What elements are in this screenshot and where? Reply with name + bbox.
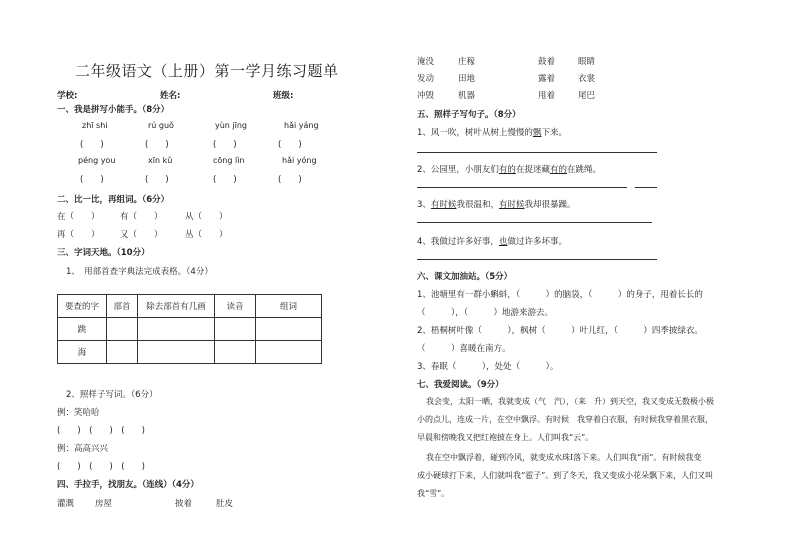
section-3-heading: 三、字词天地。（10分）	[57, 248, 150, 258]
table-cell[interactable]	[215, 341, 256, 364]
match-word[interactable]: 眼睛	[578, 57, 596, 67]
question-3-1: 1、 用部首查字典法完成表格。（4分）	[66, 267, 213, 277]
table-cell[interactable]	[107, 318, 138, 341]
example-1: 例：笑哈哈	[57, 408, 100, 418]
match-word[interactable]: 冲毁	[417, 91, 435, 101]
pinyin-6: xīn kǔ	[148, 156, 173, 165]
answer-blank[interactable]: ( )	[80, 175, 104, 185]
sentence-4	[417, 235, 567, 247]
sentence-text: 做过许多坏事。	[507, 237, 567, 247]
match-word[interactable]: 庄稼	[458, 57, 476, 67]
compare-word[interactable]: 又（ ）	[120, 230, 163, 240]
sentence-2	[417, 163, 601, 175]
answer-line[interactable]	[417, 152, 657, 153]
sentence-3	[417, 198, 575, 210]
reading-line: 早晨和傍晚我又把红袍披在身上。人们叫我“云”。	[417, 433, 594, 442]
compare-word[interactable]: 再（ ）	[57, 230, 100, 240]
match-word[interactable]: 衣裳	[578, 74, 596, 84]
table-header-row	[58, 295, 322, 318]
sentence-text: 1、风一吹，树叶从树上慢慢的	[417, 128, 533, 138]
pinyin-4: hǎi yáng	[284, 121, 319, 130]
match-word[interactable]: 淹没	[417, 57, 435, 67]
answer-line[interactable]	[417, 259, 657, 260]
sentence-text: 下来。	[541, 128, 567, 138]
reading-line: 我在空中飘浮着，碰到冷风，就变成水珠Ⅰ落下来。人们叫我“雨”。有时候我变	[426, 453, 702, 462]
match-word[interactable]: 甩着	[538, 91, 556, 101]
match-word[interactable]: 房屋	[95, 499, 113, 509]
class-label: 班级:	[273, 91, 294, 101]
pinyin-7: cōng lìn	[213, 156, 245, 165]
answer-blank[interactable]: ( )	[145, 175, 169, 185]
table-header: 读音	[215, 295, 256, 318]
section-7-heading: 七、我爱阅读。（9分）	[417, 380, 504, 390]
section-2-heading: 二、比一比，再组词。（6分）	[57, 195, 170, 205]
table-cell[interactable]	[256, 318, 322, 341]
reading-line: 我会变，太阳一晒，我就变成（气 汽），（来 升）到天空，我又变成无数极小极	[426, 397, 714, 406]
answer-blank[interactable]: ( )	[80, 140, 104, 150]
school-label: 学校:	[57, 91, 78, 101]
match-word[interactable]: 灌溉	[57, 499, 75, 509]
section-4-heading: 四、手拉手，找朋友。（连线）（4分）	[57, 480, 199, 490]
answer-line[interactable]	[417, 187, 627, 188]
example-1-blanks[interactable]: ( ) ( ) ( )	[57, 426, 145, 436]
pinyin-1: zhī shi	[82, 121, 108, 130]
match-word[interactable]: 露着	[538, 74, 556, 84]
table-cell[interactable]	[215, 318, 256, 341]
compare-word[interactable]: 从（ ）	[185, 212, 228, 222]
table-header: 组词	[256, 295, 322, 318]
table-header: 要查的字	[58, 295, 107, 318]
page-title: 二年级语文（上册）第一学月练习题单	[75, 62, 339, 80]
pinyin-3: yùn jīng	[215, 121, 248, 130]
fill-line[interactable]: 1、池塘里有一群小蝌蚪，（ ）的脑袋，（ ）的身子，甩着长长的	[417, 290, 703, 300]
compare-word[interactable]: 在（ ）	[57, 212, 100, 222]
match-word[interactable]: 机器	[458, 91, 476, 101]
fill-line[interactable]: （ ）喜暖在南方。	[417, 344, 511, 354]
table-cell[interactable]	[138, 318, 215, 341]
underlined-word: 有时候	[498, 200, 525, 210]
underlined-word: 有的	[498, 165, 516, 175]
match-word[interactable]: 肚皮	[216, 499, 234, 509]
match-word[interactable]: 鼓着	[538, 57, 556, 67]
sentence-text: 3、	[417, 200, 431, 210]
reading-line: 我“雪”。	[417, 489, 450, 498]
answer-blank[interactable]: ( )	[213, 175, 237, 185]
answer-blank[interactable]: ( )	[213, 140, 237, 150]
table-cell: 跳	[58, 318, 107, 341]
answer-line[interactable]	[635, 187, 657, 188]
table-cell[interactable]	[107, 341, 138, 364]
match-word[interactable]: 田地	[458, 74, 476, 84]
fill-line[interactable]: 3、春眠（ ），处处（ ）。	[417, 362, 559, 372]
answer-blank[interactable]: ( )	[278, 175, 302, 185]
radical-table	[57, 294, 322, 364]
table-header: 除去部首有几画	[138, 295, 215, 318]
pinyin-2: rú guǒ	[148, 121, 174, 130]
reading-line: 成小硬球打下来，人们就叫我“雹子”。到了冬天，我又变成小花朵飘下来，人们又叫	[417, 471, 714, 480]
fill-line[interactable]: （ ），（ ）地游来游去。	[417, 308, 554, 318]
match-word[interactable]: 尾巴	[578, 91, 596, 101]
match-word[interactable]: 披着	[175, 499, 193, 509]
example-2: 例：高高兴兴	[57, 444, 109, 454]
sentence-text: 在捉迷藏	[515, 165, 550, 175]
fill-line[interactable]: 2、梧桐树叶像（ ），枫树（ ）叶儿红，（ ）四季披绿衣。	[417, 326, 703, 336]
section-6-heading: 六、课文加油站。（5分）	[417, 272, 513, 282]
table-row	[58, 341, 322, 364]
underlined-word: 有时候	[430, 200, 457, 210]
question-3-2: 2、照样子写词。（6分）	[66, 390, 158, 400]
answer-line[interactable]	[417, 222, 652, 223]
sentence-text: 2、公园里，小朋友们	[417, 165, 499, 175]
table-header: 部首	[107, 295, 138, 318]
name-label: 姓名:	[160, 91, 181, 101]
pinyin-5: péng you	[78, 156, 116, 165]
section-1-heading: 一、我是拼写小能手。（8分）	[57, 105, 170, 115]
compare-word[interactable]: 有（ ）	[120, 212, 163, 222]
table-cell: 海	[58, 341, 107, 364]
compare-word[interactable]: 丛（ ）	[185, 230, 228, 240]
sentence-1	[417, 126, 567, 138]
sentence-text: 我很温和，	[456, 200, 499, 210]
table-row	[58, 318, 322, 341]
answer-blank[interactable]: ( )	[145, 140, 169, 150]
underlined-word: 有的	[549, 165, 567, 175]
reading-line: 小的点儿，连成一片，在空中飘浮。有时候 我穿着白衣服，有时候我穿着黑衣服，	[417, 415, 713, 424]
section-5-heading: 五、照样子写句子。（8分）	[417, 110, 521, 120]
underlined-word: 也	[498, 237, 508, 247]
table-cell[interactable]	[138, 341, 215, 364]
match-word[interactable]: 发动	[417, 74, 435, 84]
underlined-word: 飘	[532, 128, 542, 138]
sentence-text: 4、我做过许多好事，	[417, 237, 499, 247]
table-cell[interactable]	[256, 341, 322, 364]
pinyin-8: hǎi yóng	[282, 156, 317, 165]
sentence-text: 在跳绳。	[566, 165, 601, 175]
answer-blank[interactable]: ( )	[278, 140, 302, 150]
sentence-text: 我却很暴躁。	[524, 200, 576, 210]
example-2-blanks[interactable]: ( ) ( ) ( )	[57, 462, 145, 472]
